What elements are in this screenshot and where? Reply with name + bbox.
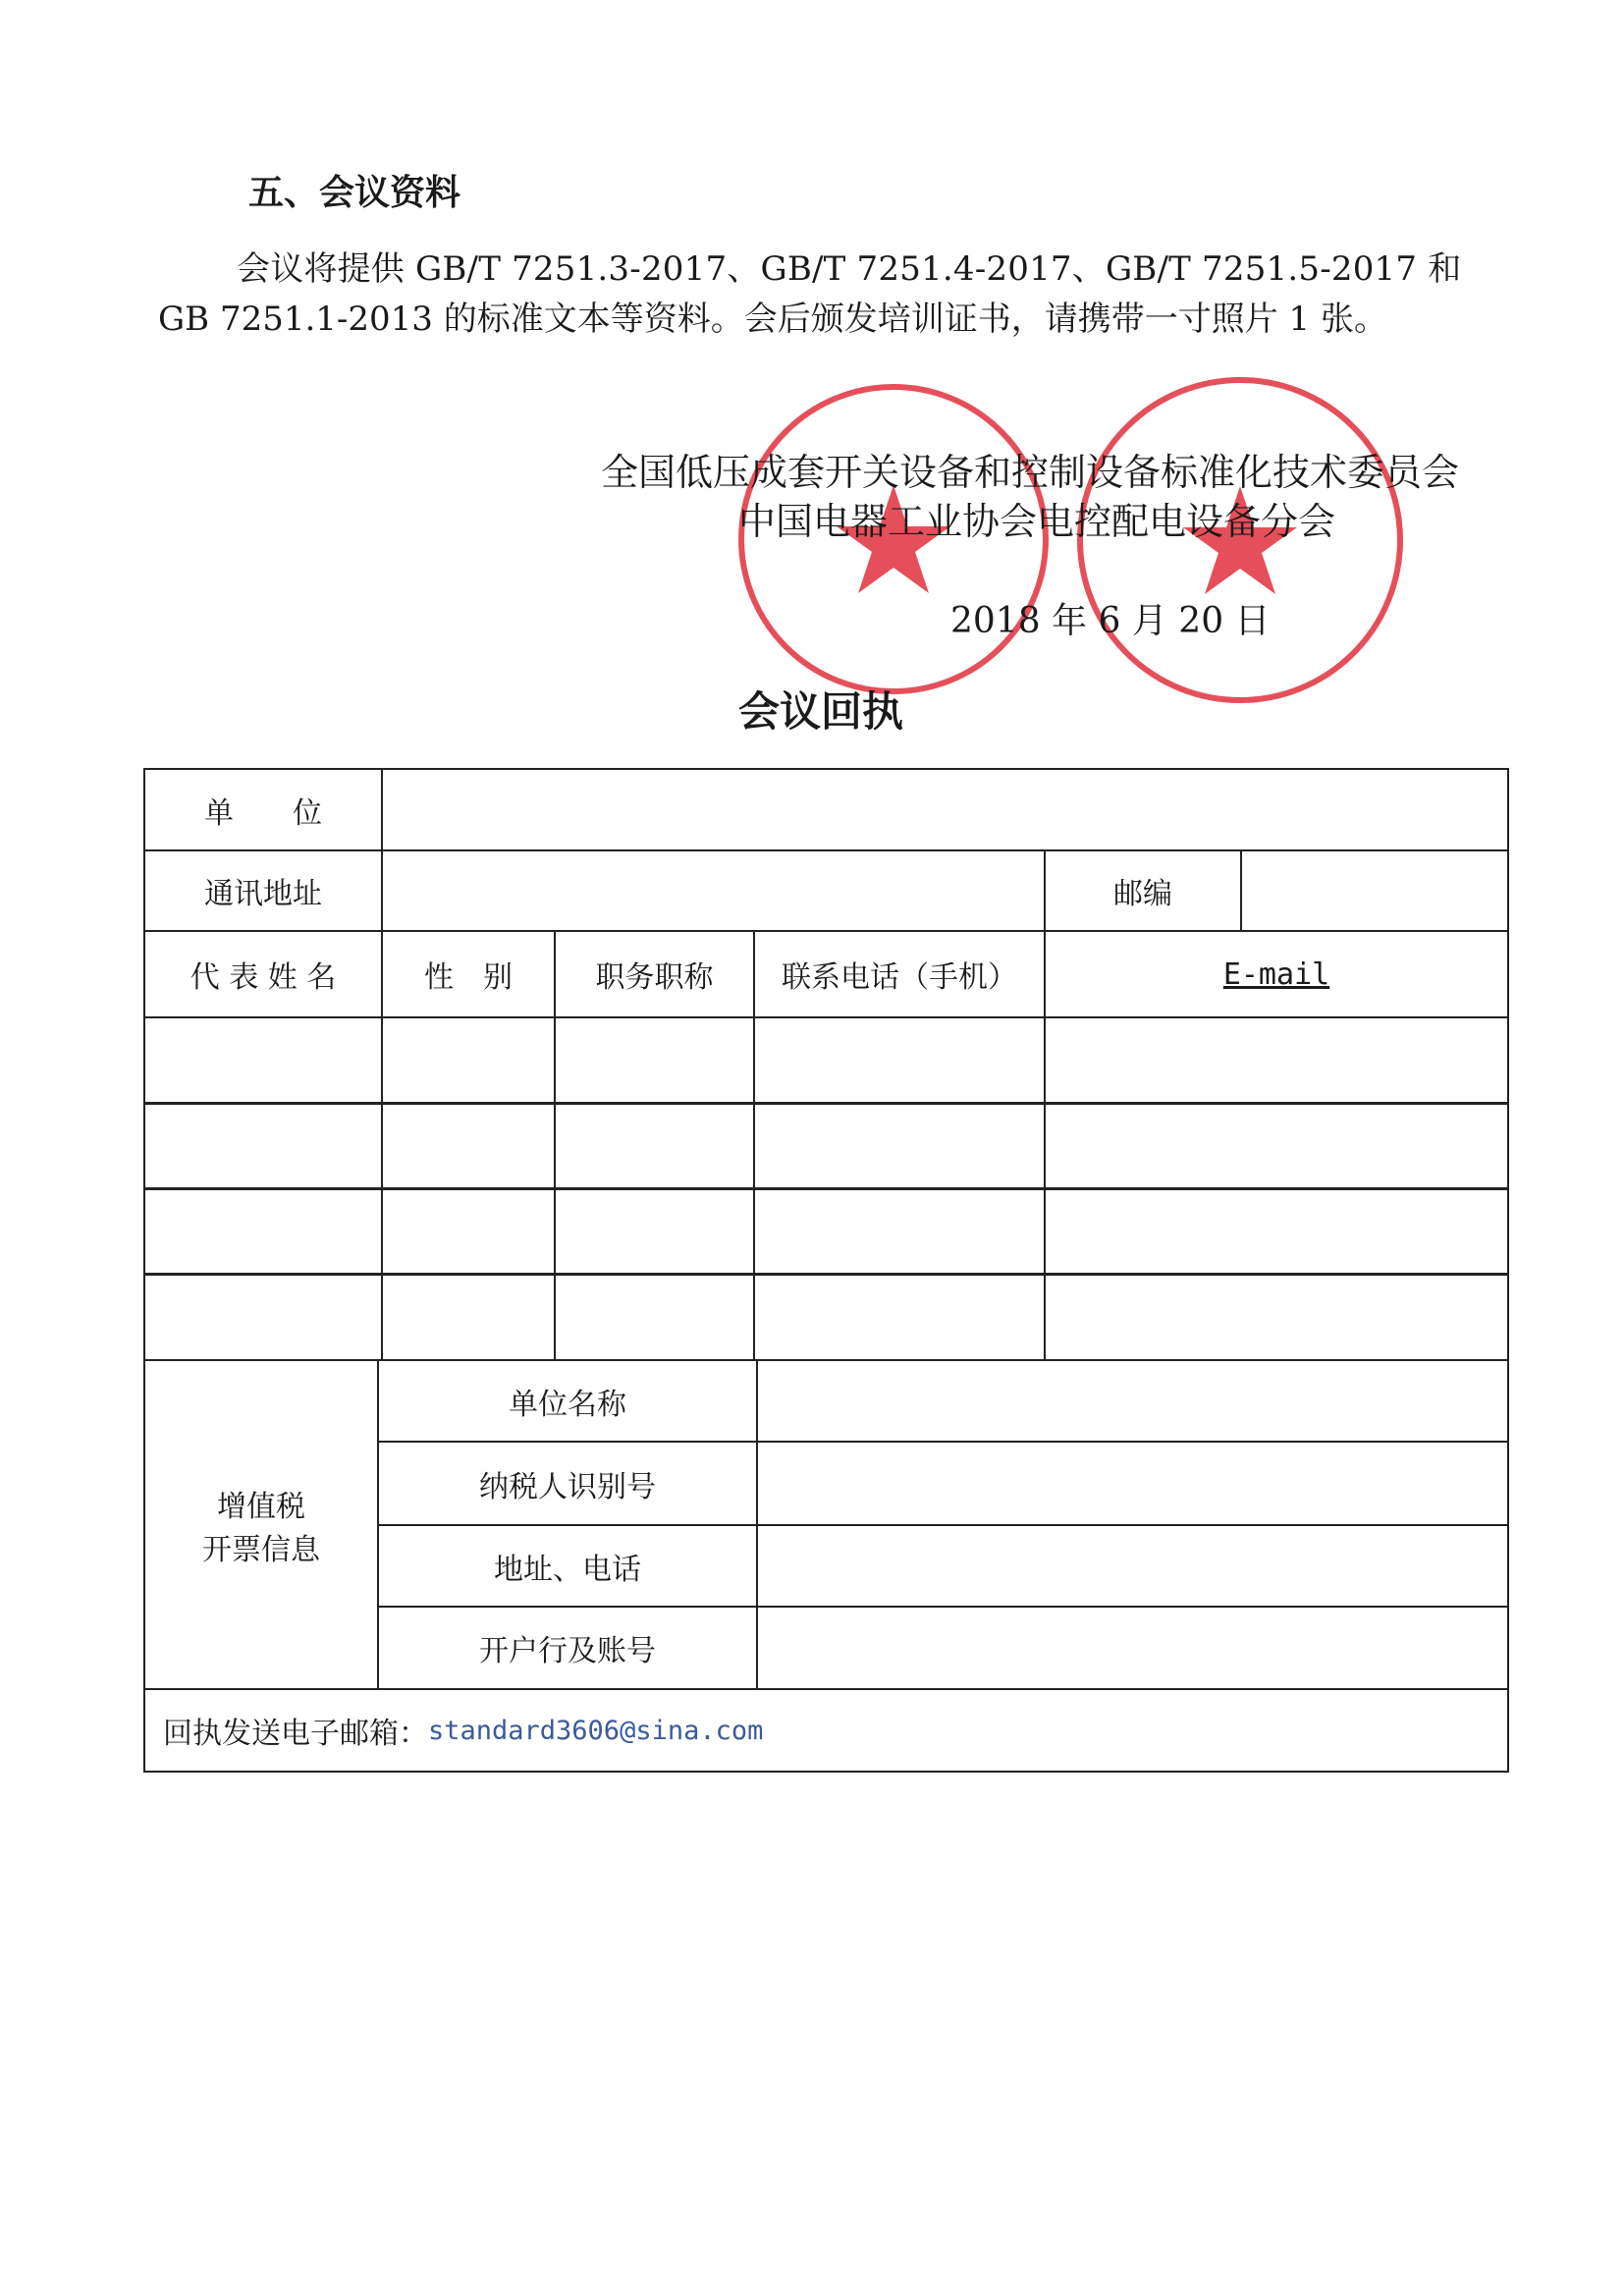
attendee-1-gender-input[interactable]: [381, 1016, 556, 1105]
attendee-2-phone-input[interactable]: [753, 1102, 1046, 1190]
attendee-4-name-input[interactable]: [143, 1273, 383, 1361]
header-gender: 性 别: [381, 930, 556, 1018]
address-label: 通讯地址: [143, 849, 383, 932]
unit-input[interactable]: [381, 768, 1509, 851]
invoice-bank-label: 开户行及账号: [377, 1606, 758, 1690]
header-phone: 联系电话（手机）: [753, 930, 1046, 1018]
attendee-2-gender-input[interactable]: [381, 1102, 556, 1190]
invoice-label-line-2: 开票信息: [202, 1532, 320, 1567]
header-email: E-mail: [1044, 930, 1509, 1018]
attendee-2-title-input[interactable]: [554, 1102, 755, 1190]
attendee-3-name-input[interactable]: [143, 1187, 383, 1276]
return-email-link[interactable]: standard3606@sina.com: [428, 1715, 764, 1746]
attendee-2-email-input[interactable]: [1044, 1102, 1509, 1190]
invoice-taxid-label: 纳税人识别号: [377, 1441, 758, 1526]
attendee-3-phone-input[interactable]: [753, 1187, 1046, 1276]
paragraph-line-2: GB 7251.1-2013 的标准文本等资料。会后颁发培训证书，请携带一寸照片 1 张。: [158, 300, 1387, 339]
header-name: 代 表 姓 名: [143, 930, 383, 1018]
attendee-2-name-input[interactable]: [143, 1102, 383, 1190]
attendee-1-title-input[interactable]: [554, 1016, 755, 1105]
address-input[interactable]: [381, 849, 1046, 932]
invoice-address-input[interactable]: [756, 1524, 1509, 1608]
attendee-3-email-input[interactable]: [1044, 1187, 1509, 1276]
invoice-address-label: 地址、电话: [377, 1524, 758, 1608]
form-title: 会议回执: [738, 687, 904, 736]
signature-date: 2018 年 6 月 20 日: [950, 601, 1271, 641]
attendee-3-gender-input[interactable]: [381, 1187, 556, 1276]
invoice-label-line-1: 增值税: [217, 1489, 305, 1524]
invoice-taxid-input[interactable]: [756, 1441, 1509, 1526]
attendee-1-phone-input[interactable]: [753, 1016, 1046, 1105]
invoice-section-label: [143, 1359, 379, 1690]
postcode-label: 邮编: [1044, 849, 1242, 932]
invoice-bank-input[interactable]: [756, 1606, 1509, 1690]
attendee-4-phone-input[interactable]: [753, 1273, 1046, 1361]
header-title: 职务职称: [554, 930, 755, 1018]
organizer-2: 中国电器工业协会电控配电设备分会: [738, 500, 1336, 543]
invoice-company-input[interactable]: [756, 1359, 1509, 1443]
attendee-4-gender-input[interactable]: [381, 1273, 556, 1361]
section-heading: 五、会议资料: [248, 172, 461, 213]
invoice-company-label: 单位名称: [377, 1359, 758, 1443]
attendee-4-email-input[interactable]: [1044, 1273, 1509, 1361]
paragraph-line-1: 会议将提供 GB/T 7251.3-2017、GB/T 7251.4-2017、GB/T 7251.5-2017 和: [237, 249, 1462, 289]
postcode-input[interactable]: [1240, 849, 1509, 932]
attendee-4-title-input[interactable]: [554, 1273, 755, 1361]
attendee-1-email-input[interactable]: [1044, 1016, 1509, 1105]
return-email-label: 回执发送电子邮箱：: [163, 1717, 428, 1751]
attendee-3-title-input[interactable]: [554, 1187, 755, 1276]
organizer-1: 全国低压成套开关设备和控制设备标准化技术委员会: [601, 451, 1460, 494]
attendee-1-name-input[interactable]: [143, 1016, 383, 1105]
unit-label: 单 位: [143, 768, 383, 851]
return-email-row: [143, 1688, 1509, 1773]
